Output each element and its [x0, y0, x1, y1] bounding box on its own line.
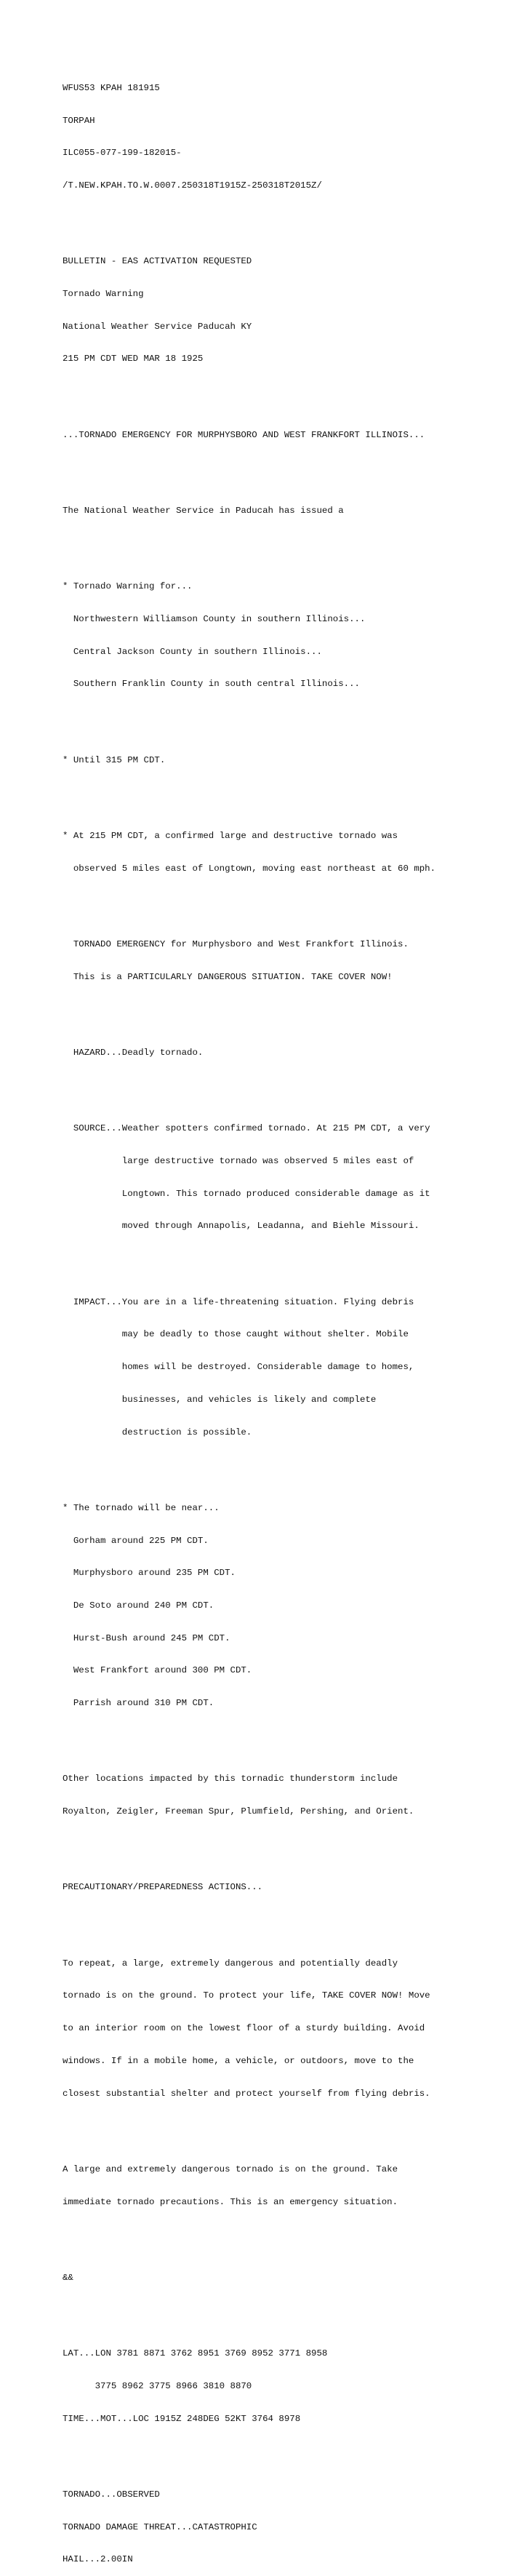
blank-line	[63, 213, 513, 224]
precaution-line: to an interior room on the lowest floor of a sturdy building. Avoid	[63, 2023, 425, 2034]
hazard-line: HAZARD...Deadly tornado.	[63, 1048, 204, 1058]
blank-line	[63, 2229, 513, 2240]
eas-activation: BULLETIN - EAS ACTIVATION REQUESTED	[63, 256, 252, 267]
latlon-line: LAT...LON 3781 8871 3762 8951 3769 8952 3771 8958	[63, 2348, 328, 2359]
blank-line	[63, 1004, 513, 1015]
locations-lead: * The tornado will be near...	[63, 1502, 220, 1513]
tornado-warning-document	[63, 61, 513, 2576]
blank-line	[63, 1731, 513, 1742]
latlon-line: 3775 8962 3775 8966 3810 8870	[63, 2380, 252, 2391]
blank-line	[63, 711, 513, 722]
precaution-line: immediate tornado precautions. This is an emergency situation.	[63, 2196, 398, 2207]
precautionary-header: PRECAUTIONARY/PREPAREDNESS ACTIONS...	[63, 1882, 263, 1893]
time-mot-loc: TIME...MOT...LOC 1915Z 248DEG 52KT 3764 8978	[63, 2413, 301, 2424]
tag-hail: HAIL...2.00IN	[63, 2554, 133, 2565]
section-separator: &&	[63, 2272, 73, 2283]
blank-line	[63, 386, 513, 397]
other-locations-line: Royalton, Zeigler, Freeman Spur, Plumfield, Pershing, and Orient.	[63, 1806, 414, 1817]
source-line: Longtown. This tornado produced considerable damage as it	[63, 1188, 430, 1199]
blank-line	[63, 2121, 513, 2132]
emergency-line: TORNADO EMERGENCY for Murphysboro and West Frankfort Illinois.	[63, 939, 409, 950]
location-item: Gorham around 225 PM CDT.	[63, 1535, 209, 1546]
precaution-line: tornado is on the ground. To protect your life, TAKE COVER NOW! Move	[63, 1990, 430, 2001]
blank-line	[63, 2305, 513, 2316]
county-line: Southern Franklin County in south central Illinois...	[63, 679, 360, 690]
ugc-line: ILC055-077-199-182015-	[63, 148, 182, 159]
blank-line	[63, 1839, 513, 1850]
blank-line	[63, 2446, 513, 2457]
at-time-line: * At 215 PM CDT, a confirmed large and destructive tornado was	[63, 831, 398, 842]
county-line: Central Jackson County in southern Illinois...	[63, 646, 322, 657]
blank-line	[63, 896, 513, 906]
blank-line	[63, 1253, 513, 1264]
precaution-line: To repeat, a large, extremely dangerous and potentially deadly	[63, 1958, 398, 1969]
impact-line: may be deadly to those caught without shelter. Mobile	[63, 1329, 409, 1340]
impact-line: IMPACT...You are in a life-threatening situation. Flying debris	[63, 1296, 414, 1307]
wmo-header: WFUS53 KPAH 181915	[63, 82, 160, 93]
blank-line	[63, 787, 513, 798]
source-line: SOURCE...Weather spotters confirmed tornado. At 215 PM CDT, a very	[63, 1123, 430, 1134]
impact-line: destruction is possible.	[63, 1427, 252, 1437]
issuing-office: National Weather Service Paducah KY	[63, 321, 252, 332]
location-item: Parrish around 310 PM CDT.	[63, 1698, 214, 1709]
location-item: Murphysboro around 235 PM CDT.	[63, 1568, 236, 1579]
product-name: Tornado Warning	[63, 288, 144, 299]
tag-damage-threat: TORNADO DAMAGE THREAT...CATASTROPHIC	[63, 2521, 257, 2532]
precaution-line: closest substantial shelter and protect yourself from flying debris.	[63, 2088, 430, 2099]
precaution-line: windows. If in a mobile home, a vehicle, or outdoors, move to the	[63, 2055, 414, 2066]
precaution-line: A large and extremely dangerous tornado is on the ground. Take	[63, 2164, 398, 2174]
blank-line	[63, 462, 513, 473]
blank-line	[63, 1459, 513, 1470]
county-line: Northwestern Williamson County in southern Illinois...	[63, 613, 366, 624]
at-time-line: observed 5 miles east of Longtown, moving east northeast at 60 mph.	[63, 863, 436, 874]
blank-line	[63, 538, 513, 549]
impact-line: homes will be destroyed. Considerable damage to homes,	[63, 1362, 414, 1373]
location-item: West Frankfort around 300 PM CDT.	[63, 1665, 252, 1676]
vtec-line: /T.NEW.KPAH.TO.W.0007.250318T1915Z-250318T2015Z/	[63, 180, 322, 191]
other-locations-line: Other locations impacted by this tornadic thunderstorm include	[63, 1774, 398, 1785]
emergency-line: This is a PARTICULARLY DANGEROUS SITUATION. TAKE COVER NOW!	[63, 971, 393, 982]
intro-text: The National Weather Service in Paducah has issued a	[63, 505, 344, 516]
source-line: large destructive tornado was observed 5 miles east of	[63, 1156, 414, 1167]
tag-tornado: TORNADO...OBSERVED	[63, 2489, 160, 2500]
issue-time: 215 PM CDT WED MAR 18 1925	[63, 354, 204, 364]
headline: ...TORNADO EMERGENCY FOR MURPHYSBORO AND WEST FRANKFORT ILLINOIS...	[63, 429, 425, 440]
source-line: moved through Annapolis, Leadanna, and Biehle Missouri.	[63, 1221, 419, 1232]
blank-line	[63, 1080, 513, 1091]
until-time: * Until 315 PM CDT.	[63, 754, 166, 765]
blank-line	[63, 1915, 513, 1926]
location-item: De Soto around 240 PM CDT.	[63, 1600, 214, 1611]
impact-line: businesses, and vehicles is likely and complete	[63, 1394, 377, 1405]
warning-for-lead: * Tornado Warning for...	[63, 581, 193, 592]
location-item: Hurst-Bush around 245 PM CDT.	[63, 1632, 230, 1643]
awips-id: TORPAH	[63, 115, 95, 126]
